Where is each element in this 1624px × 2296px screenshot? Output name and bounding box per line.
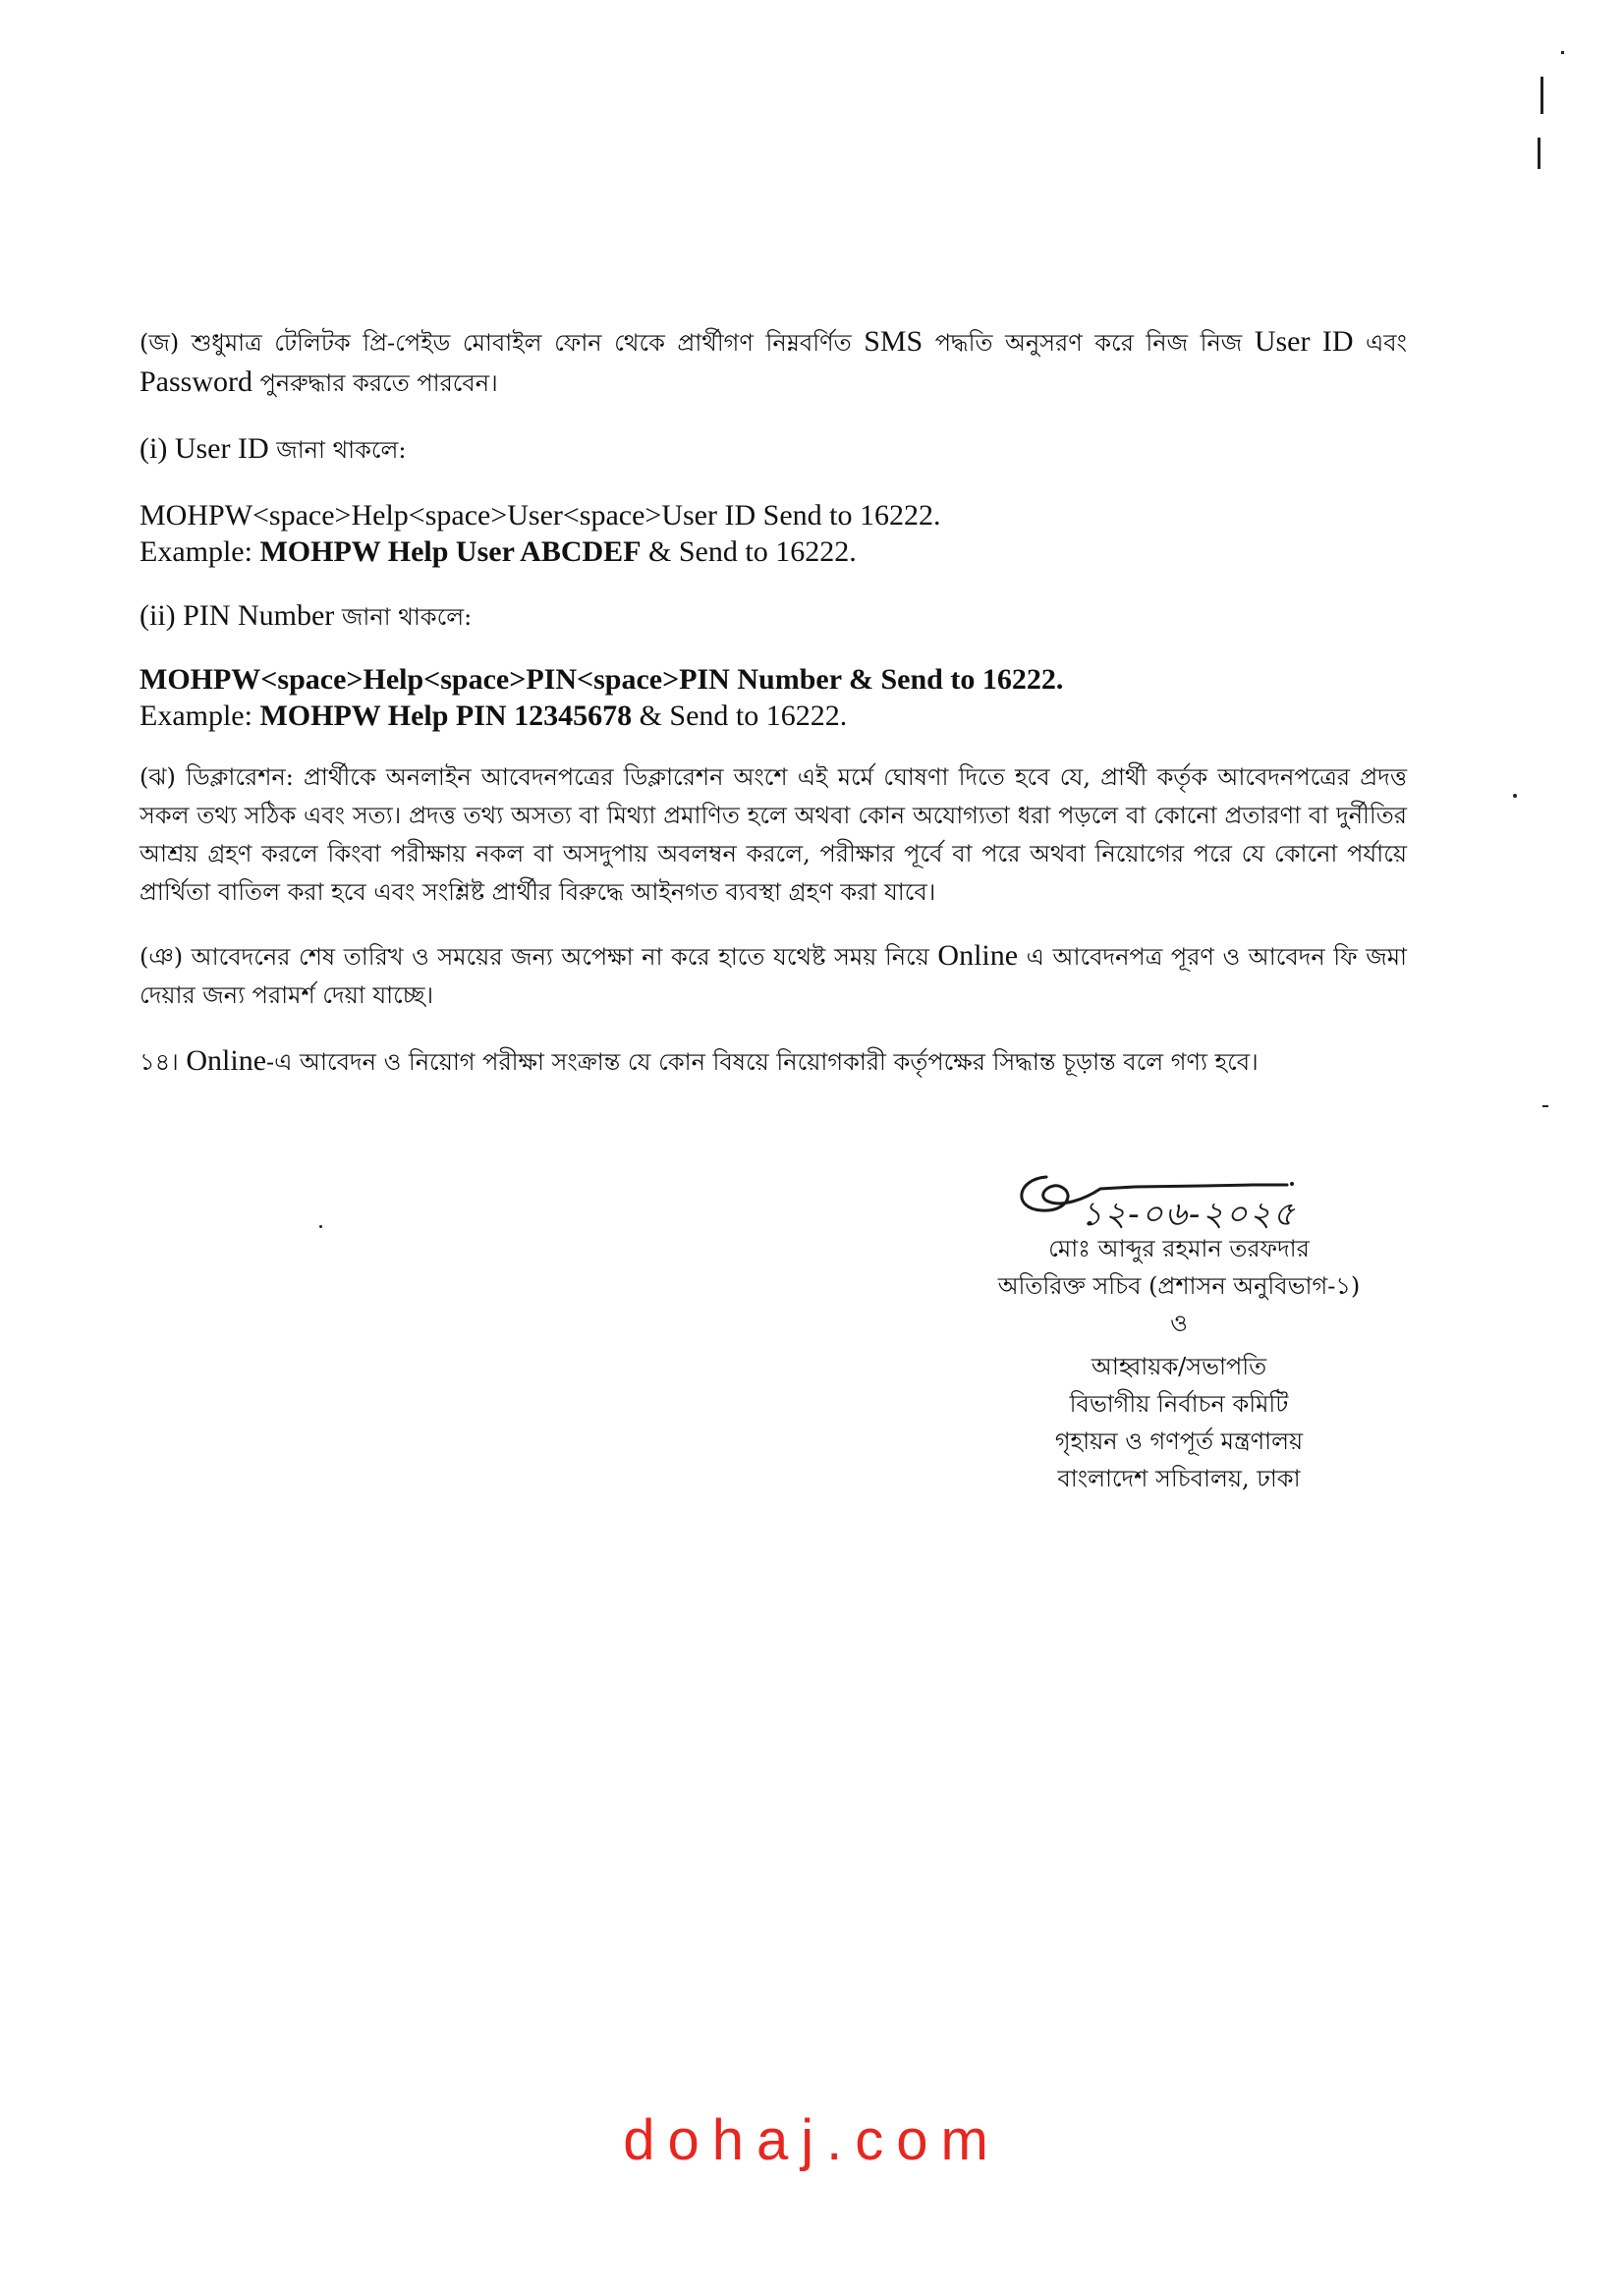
scan-mark [1538, 138, 1540, 169]
watermark-text: dohaj.com [623, 2108, 1001, 2172]
case-2-command: MOHPW<space>Help<space>PIN<space>PIN Number & Send to 16222. [140, 663, 1064, 696]
section-jha-paragraph: (ঝ) ডিক্লারেশন: প্রার্থীকে অনলাইন আবেদনপত্রের ডিক্লারেশন অংশে এই মর্মে ঘোষণা দিতে হবে যে, প্রার্থী কর্তৃক আবেদনপত্রের প্রদত্ত সকল তথ্য সঠিক এবং সত্য। প্রদত্ত তথ্য অসত্য বা মিথ্যা প্রমাণিত হলে অথবা কোন অযোগ্যতা ধরা পড়লে বা কোনো প্রতারণা বা দুর্নীতির আশ্রয় গ্রহণ করলে কিংবা পরীক্ষায় নকল বা অসদুপায় অবলম্বন করলে, পরীক্ষার পূর্বে বা পরে অথবা নিয়োগের পরে যে কোনো পর্যায়ে প্রার্থিতা বাতিল করা হবে এবং সংশ্লিষ্ট প্রার্থীর বিরুদ্ধে আইনগত ব্যবস্থা গ্রহণ করা যাবে। [140, 763, 1407, 906]
case-1-label: (i) User ID জানা থাকলে: [140, 432, 407, 465]
signatory-name: মোঃ আব্দুর রহমান তরফদার [1048, 1235, 1310, 1262]
case-1-example: Example: MOHPW Help User ABCDEF & Send to 16222. [140, 535, 857, 568]
section-14-paragraph: ১৪। Online-এ আবেদন ও নিয়োগ পরীক্ষা সংক্রান্ত যে কোন বিষয়ে নিয়োগকারী কর্তৃপক্ষের সিদ্ধান্ত চূড়ান্ত বলে গণ্য হবে। [140, 1044, 1259, 1077]
section-j-paragraph: (জ) শুধুমাত্র টেলিটক প্রি-পেইড মোবাইল ফোন থেকে প্রার্থীগণ নিম্নবর্ণিত SMS পদ্ধতি অনুসরণ করে নিজ নিজ User ID এবং Password পুনরুদ্ধার করতে পারবেন। [140, 325, 1407, 398]
scan-mark [1540, 77, 1543, 114]
signatory-ministry: গৃহায়ন ও গণপূর্ত মন্ত্রণালয় [1054, 1428, 1304, 1455]
signatory-role: আহ্বায়ক/সভাপতি [1091, 1353, 1267, 1380]
section-nya-paragraph: (ঞ) আবেদনের শেষ তারিখ ও সময়ের জন্য অপেক্ষা না করে হাতে যথেষ্ট সময় নিয়ে Online এ আবেদনপত্র পূরণ ও আবেদন ফি জমা দেয়ার জন্য পরামর্শ দেয়া যাচ্ছে। [140, 939, 1407, 1009]
case-2-example: Example: MOHPW Help PIN 12345678 & Send to 16222. [140, 700, 848, 732]
signature-date: ১২-০৬-২০২৫ [1081, 1195, 1297, 1234]
scan-dot [1513, 794, 1517, 798]
case-2-label: (ii) PIN Number জানা থাকলে: [140, 599, 473, 632]
signatory-office: বাংলাদেশ সচিবালয়, ঢাকা [1057, 1465, 1301, 1492]
case-1-command: MOHPW<space>Help<space>User<space>User ID Send to 16222. [140, 499, 941, 532]
scan-dot [1542, 1105, 1548, 1107]
signatory-block [914, 1230, 1444, 1497]
signatory-committee: বিভাগীয় নির্বাচন কমিটি [1069, 1390, 1289, 1418]
signatory-designation: অতিরিক্ত সচিব (প্রশাসন অনুবিভাগ-১) [997, 1272, 1361, 1300]
scan-mark [1561, 51, 1564, 54]
scan-dot [319, 1225, 322, 1228]
signatory-conjunction: ও [1170, 1310, 1188, 1337]
